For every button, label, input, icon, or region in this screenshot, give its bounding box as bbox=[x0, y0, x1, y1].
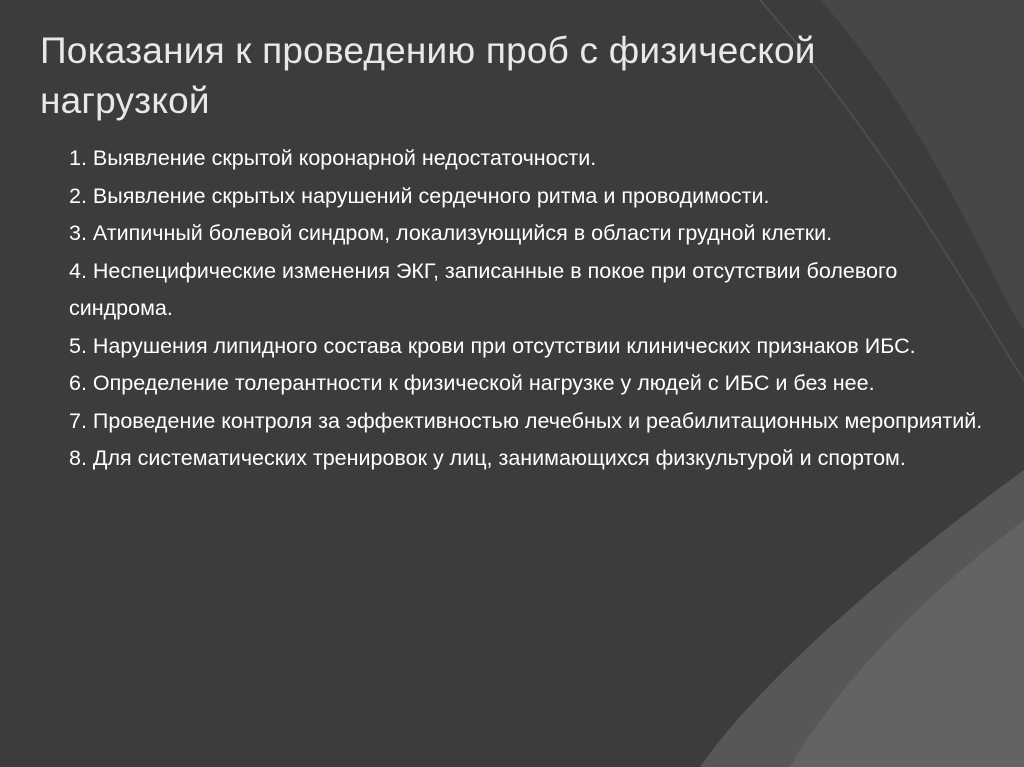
list-item: 2. Выявление скрытых нарушений сердечного ритма и проводимости. bbox=[69, 183, 770, 208]
slide-title: Показания к проведению проб с физической нагрузкой bbox=[40, 30, 816, 121]
list-item: 7. Проведение контроля за эффективностью лечебных и реабилитационных мероприятий. bbox=[69, 408, 983, 433]
list-item: 5. Нарушения липидного состава крови при отсутствии клинических признаков ИБС. bbox=[69, 333, 916, 358]
list-item: 4. Неспецифические изменения ЭКГ, записанные в покое при отсутствии болевого синдрома. bbox=[69, 258, 898, 320]
list-item: 8. Для систематических тренировок у лиц, занимающихся физкультурой и спортом. bbox=[69, 446, 906, 470]
indications-list bbox=[69, 140, 999, 478]
list-item: 6. Определение толерантности к физической нагрузке у людей с ИБС и без нее. bbox=[69, 371, 875, 395]
list-item: 3. Атипичный болевой синдром, локализующийся в области грудной клетки. bbox=[69, 221, 833, 245]
list-item: 1. Выявление скрытой коронарной недостаточности. bbox=[69, 146, 597, 170]
